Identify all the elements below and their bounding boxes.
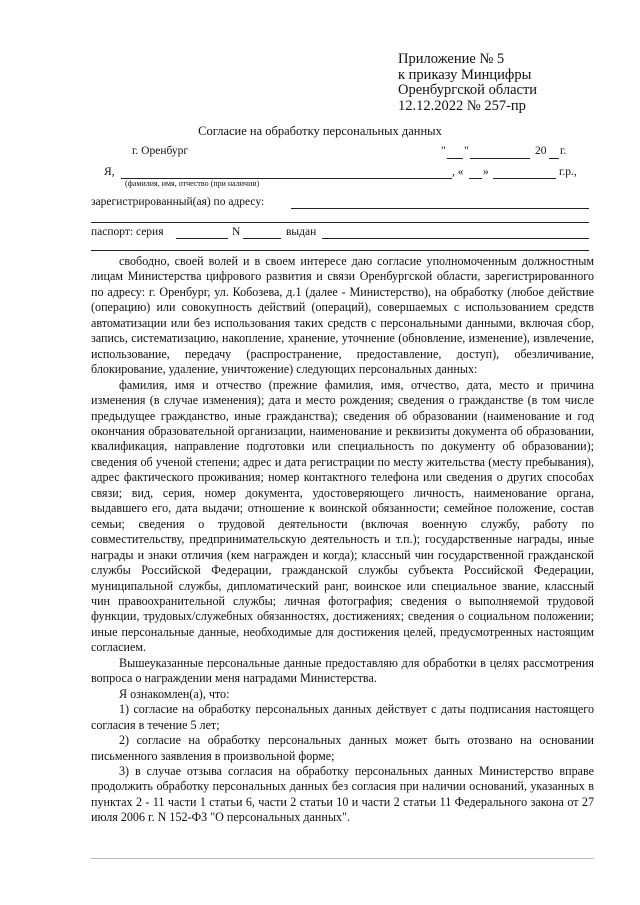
passport-series-label: паспорт: серия [91,226,164,238]
paragraph-item-3: 3) в случае отзыва согласия на обработку персональных данных Министерство вправе продолжить обработку персональных данных без согласия при наличии оснований, указанных в пунктах 2 - 11 части 1 статьи 6, части 2 статьи 10 и части 2 статьи 11 Федерального закона от 27 июля 2006 г. N 152-ФЗ "О персональных данных". [91,763,594,825]
issued-field-1[interactable] [322,238,589,239]
year-field[interactable] [549,158,559,159]
paragraph-acknowledged: Я ознакомлен(а), что: [119,686,230,701]
annex-block [398,52,537,114]
consent-body [91,254,594,826]
date-quote-open: " [441,145,446,157]
date-quote-close: " [464,145,469,157]
annex-line-3: Оренбургской области [398,82,538,98]
paragraph-item-2: 2) согласие на обработку персональных данных может быть отозвано на основании письменного заявления в произвольной форме; [91,733,594,763]
issued-label: выдан [286,226,317,238]
address-field-1[interactable] [291,208,589,209]
year-prefix: 20 [535,145,547,157]
paragraph-data-list: фамилия, имя и отчество (прежние фамилия, имя, отчество, дата, место и причина изменения (в случае изменения); дата и место рождения; сведения о гражданстве (в том числе предыдущее гражданство, иные гражданства); сведения об образовании (наименование и год окончания образовательной организации, наименование и реквизиты документа об образовании, квалификация, направление подготовки или специальность по документу об образовании); сведения об ученой степени; адрес и дата регистрации по месту жительства (месту пребывания), адрес фактического проживания; номер контактного телефона или сведения о других способах связи; вид, серия, номер документа, удостоверяющего личность, наименование органа, выдавшего его, дата выдачи; отношение к воинской обязанности; семейное положение, состав семьи; сведения о трудовой деятельности (включая военную службу, работу по совместительству, предпринимательскую деятельность и т.п.); государственные награды, иные награды и знаки отличия (кем награжден и когда); классный чин государственной гражданской службы Российской Федерации, гражданской службы субъекта Российской Федерации, муниципальной службы, дипломатический ранг, воинское или специальное звание, классный чин правоохранительной службы; личная фотография; сведения о выполняемой трудовой функции, трудовых/служебных обязанностях, достижениях; сведения о социальном положении; иные персональные данные, необходимые для достижения целей, предусмотренных настоящим согласием. [91,377,594,655]
month-field[interactable] [470,158,530,159]
year-suffix: г. [560,145,567,157]
document-title: Согласие на обработку персональных данных [198,124,442,138]
dob-month-year-field[interactable] [493,178,556,179]
paragraph-item-1: 1) согласие на обработку персональных данных действует с даты подписания настоящего согласия в течение 5 лет; [91,702,594,732]
passport-number-field[interactable] [243,238,281,239]
city-label: г. Оренбург [132,145,189,157]
registered-label: зарегистрированный(ая) по адресу: [91,196,265,208]
annex-line-1: Приложение № 5 [398,51,505,67]
day-field[interactable] [447,158,463,159]
passport-series-field[interactable] [176,238,228,239]
paragraph-purpose: Вышеуказанные персональные данные предоставляю для обработки в целях рассмотрения вопроса о награждении меня наградами Министерства. [91,655,594,686]
issued-field-2[interactable] [91,250,589,251]
dob-close: » [483,166,489,178]
dob-suffix: г.р., [559,166,577,178]
dob-day-field[interactable] [469,178,482,179]
passport-number-label: N [232,226,241,238]
footer-divider [91,858,594,859]
address-field-2[interactable] [91,222,589,223]
fio-hint: (фамилия, имя, отчество (при наличии) [125,179,260,188]
dob-open: , « [452,166,464,178]
annex-line-2: к приказу Минцифры [398,66,532,83]
annex-line-4: 12.12.2022 № 257-пр [398,97,526,114]
paragraph-consent: свободно, своей волей и в своем интересе даю согласие уполномоченным должностным лицам Министерства цифрового развития и связи Оренбургской области, зарегистрированного по адресу: г. Оренбург, ул. Кобозева, д.1 (далее - Министерство), на обработку (любое действие (операцию) или совокупность действий (операций), совершаемых с использованием средств автоматизации или без использования таких средств с персональными данными, включая сбор, запись, систематизацию, накопление, хранение, уточнение (обновление, изменение), извлечение, использование, передачу (распространение, предоставление, доступ), обезличивание, блокирование, удаление, уничтожение) следующих персональных данных: [91,254,594,377]
ya-label: Я, [104,166,115,178]
